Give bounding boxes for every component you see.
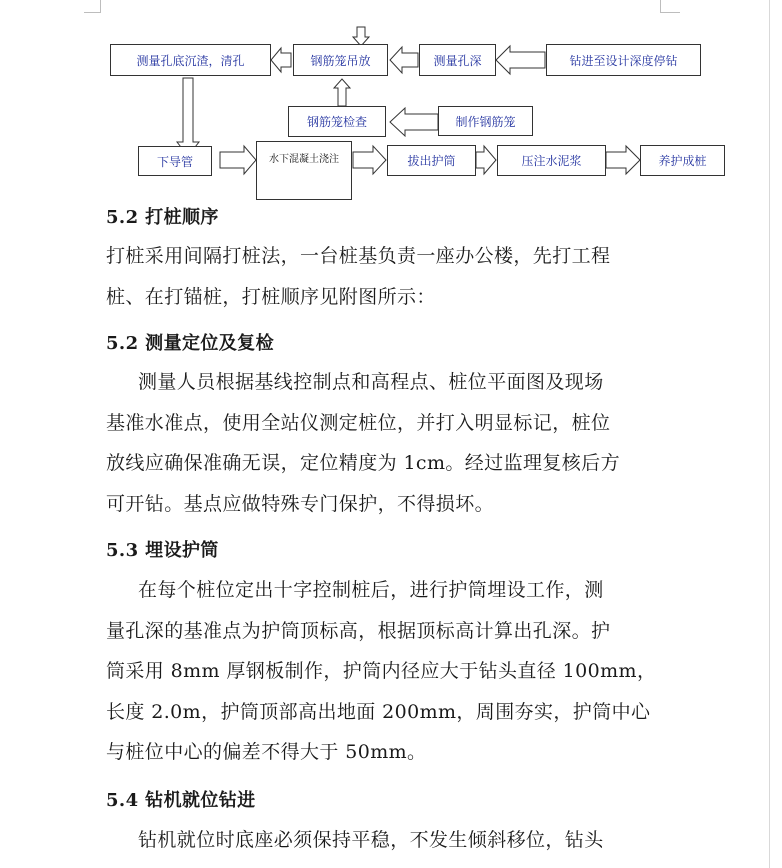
flow-box-pull-casing: 拔出护筒 [387,145,476,176]
flow-box-lower-pipe: 下导管 [138,146,212,176]
body-line: 在每个桩位定出十字控制桩后，进行护筒埋设工作，测 [138,579,604,601]
left-arrow [496,46,545,74]
right-arrow [220,146,256,174]
left-arrow [390,47,418,73]
body-line: 放线应确保准确无误，定位精度为 1cm。经过监理复核后方 [106,452,620,474]
flow-box-clear-hole: 测量孔底沉渣，清孔 [110,44,271,76]
flow-box-drill-to-depth: 钻进至设计深度停钻 [546,44,701,76]
body-line: 测量人员根据基线控制点和高程点、桩位平面图及现场 [138,371,604,393]
flow-box-make-cage: 制作钢筋笼 [438,106,533,136]
body-line: 长度 2.0m，护筒顶部高出地面 200mm，周围夯实，护筒中心 [106,700,651,723]
section-body [106,236,666,317]
body-line: 打桩采用间隔打桩法，一台桩基负责一座办公楼，先打工程 [106,245,611,267]
body-line: 基准水准点，使用全站仪测定桩位，并打入明显标记，桩位 [106,411,611,434]
right-arrow [353,146,386,174]
section-body [106,362,666,524]
body-line: 筒采用 8mm 厚钢板制作，护筒内径应大于钻头直径 100mm， [106,660,657,682]
section-heading: 5.4 钻机就位钻进 [106,790,256,811]
down-arrow [177,78,199,156]
construction-flowchart [0,0,782,205]
up-arrow [334,79,350,106]
section-body [106,820,666,861]
left-arrow [271,48,291,72]
flow-box-underwater-concrete: 水下混凝土浇注 [256,141,352,200]
left-arrow [390,108,438,136]
flow-box-grout: 压注水泥浆 [497,145,606,176]
section-heading: 5.2 测量定位及复检 [106,333,274,354]
section-heading: 5.2 打桩顺序 [106,207,219,228]
body-line: 可开钻。基点应做特殊专门保护，不得损坏。 [106,492,495,515]
right-arrow [476,146,496,174]
flow-box-cage-check: 钢筋笼检查 [288,106,386,137]
body-line: 与桩位中心的偏差不得大于 50mm。 [106,741,427,763]
section-heading: 5.3 埋设护筒 [106,540,219,561]
section-body [106,570,666,773]
flow-box-measure-depth: 测量孔深 [419,44,496,76]
flow-box-cage-hoist: 钢筋笼吊放 [293,44,388,76]
right-arrow [606,146,640,174]
flow-box-cure-pile: 养护成桩 [640,145,725,176]
body-line: 量孔深的基准点为护筒顶标高，根据顶标高计算出孔深。护 [106,619,611,642]
body-line: 钻机就位时底座必须保持平稳，不发生倾斜移位，钻头 [138,829,604,851]
body-line: 桩、在打锚桩，打桩顺序见附图所示： [106,285,436,308]
